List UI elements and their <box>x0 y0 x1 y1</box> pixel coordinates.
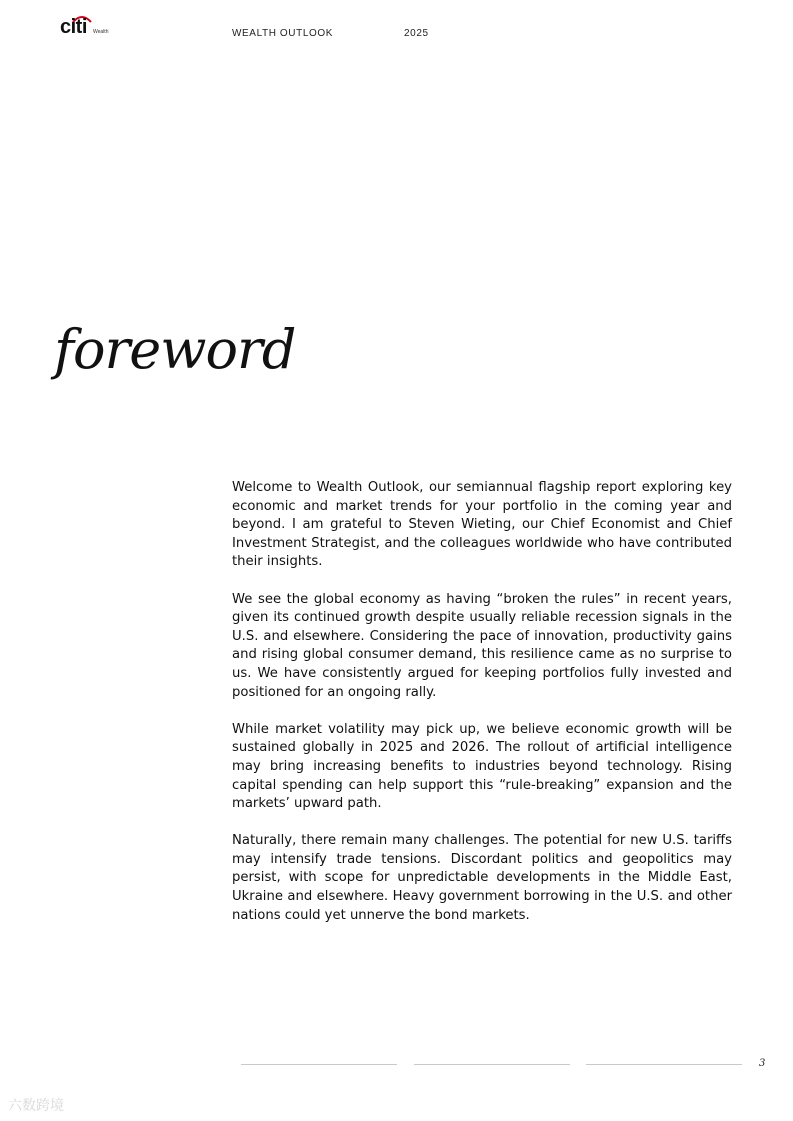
report-title: WEALTH OUTLOOK <box>232 28 334 39</box>
paragraph-4: Naturally, there remain many challenges. The potential for new U.S. tariffs may intensify trade tensions. Discordant politics and geopolitics may persist, with scope for unpredictable developments in the Middle East, Ukraine and elsewhere. Heavy government borrowing in the U.S. and other nations could yet unnerve the bond markets. <box>232 833 732 923</box>
report-year: 2025 <box>404 28 429 39</box>
footer-divider <box>414 1064 570 1065</box>
footer-divider <box>241 1064 397 1065</box>
logo-text: citi <box>60 16 87 38</box>
foreword-body <box>232 479 732 944</box>
section-heading: foreword <box>54 318 296 381</box>
page-number: 3 <box>759 1058 766 1069</box>
citi-wealth-logo <box>60 17 120 41</box>
paragraph-3: While market volatility may pick up, we believe economic growth will be sustained globally in 2025 and 2026. The rollout of artificial intelligence may bring increasing benefits to industries beyond technology. Rising capital spending can help support this “rule-breaking” expansion and the markets’ upward path. <box>232 721 732 812</box>
logo-subtext: Wealth <box>93 29 109 35</box>
page-header <box>0 0 793 60</box>
paragraph-2: We see the global economy as having “broken the rules” in recent years, given its continued growth despite usually reliable recession signals in the U.S. and elsewhere. Considering the pace of innovation, productivity gains and rising global consumer demand, this resilience came as no surprise to us. We have consistently argued for keeping portfolios fully invested and positioned for an ongoing rally. <box>232 591 732 700</box>
watermark: 六数跨境 <box>8 1097 64 1113</box>
paragraph-1: Welcome to Wealth Outlook, our semiannual flagship report exploring key economic and market trends for your portfolio in the coming year and beyond. I am grateful to Steven Wieting, our Chief Economist and Chief Investment Strategist, and the colleagues worldwide who have contributed their insights. <box>232 480 732 570</box>
footer-divider <box>586 1064 742 1065</box>
